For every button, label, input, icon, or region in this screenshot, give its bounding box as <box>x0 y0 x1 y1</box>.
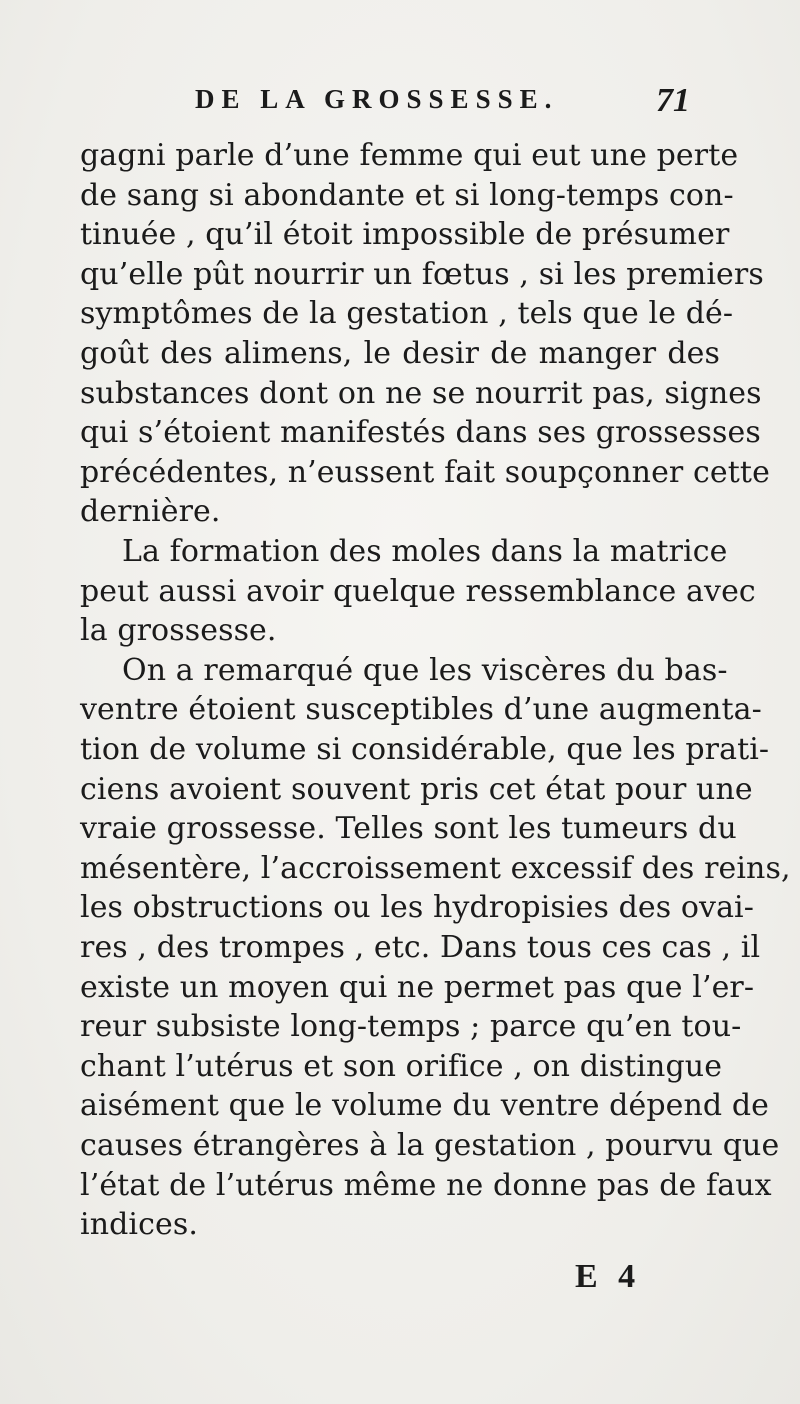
running-head-title: DE LA GROSSESSE. <box>195 84 559 114</box>
text-line: res , des trompes , etc. Dans tous ces cas , il <box>80 930 761 965</box>
text-line: qui s’étoient manifestés dans ses grossesses <box>80 415 761 451</box>
running-head <box>195 82 690 124</box>
text-line: mésentère, l’accroissement excessif des reins, <box>80 850 791 886</box>
text-line: causes étrangères à la gestation , pourvu que <box>80 1128 780 1163</box>
text-line: tinuée , qu’il étoit impossible de présumer <box>80 217 730 253</box>
text-line: ventre étoient susceptibles d’une augmenta- <box>80 692 762 728</box>
signature-mark: E 4 <box>575 1258 642 1295</box>
text-line: La formation des moles dans la matrice <box>122 534 728 569</box>
text-line: reur subsiste long-temps ; parce qu’en tou- <box>80 1009 742 1045</box>
text-line: précédentes, n’eussent fait soupçonner cette <box>80 454 770 490</box>
page-number: 71 <box>656 82 690 119</box>
text-line: qu’elle pût nourrir un fœtus , si les premiers <box>80 256 764 292</box>
text-line: substances dont on ne se nourrit pas, signes <box>80 375 762 411</box>
text-line: la grossesse. <box>80 613 277 649</box>
text-line: dernière. <box>80 494 221 530</box>
text-line: goût des alimens, le desir de manger des <box>80 336 720 371</box>
text-line: peut aussi avoir quelque ressemblance avec <box>80 573 756 609</box>
text-line: aisément que le volume du ventre dépend de <box>80 1088 770 1124</box>
text-line: indices. <box>80 1207 199 1243</box>
text-line: symptômes de la gestation , tels que le dé- <box>80 296 734 332</box>
text-line: existe un moyen qui ne permet pas que l’er- <box>80 969 755 1005</box>
text-line: de sang si abondante et si long-temps con- <box>80 177 734 213</box>
text-line: tion de volume si considérable, que les prati- <box>80 732 770 767</box>
text-line: l’état de l’utérus même ne donne pas de faux <box>80 1167 772 1203</box>
text-line: les obstructions ou les hydropisies des ovai- <box>80 890 754 926</box>
text-line: vraie grossesse. Telles sont les tumeurs du <box>80 811 737 847</box>
text-line: On a remarqué que les viscères du bas- <box>122 652 728 688</box>
text-line: ciens avoient souvent pris cet état pour une <box>80 771 753 807</box>
text-line: gagni parle d’une femme qui eut une perte <box>80 138 739 173</box>
text-line: chant l’utérus et son orifice , on distingue <box>80 1048 723 1084</box>
